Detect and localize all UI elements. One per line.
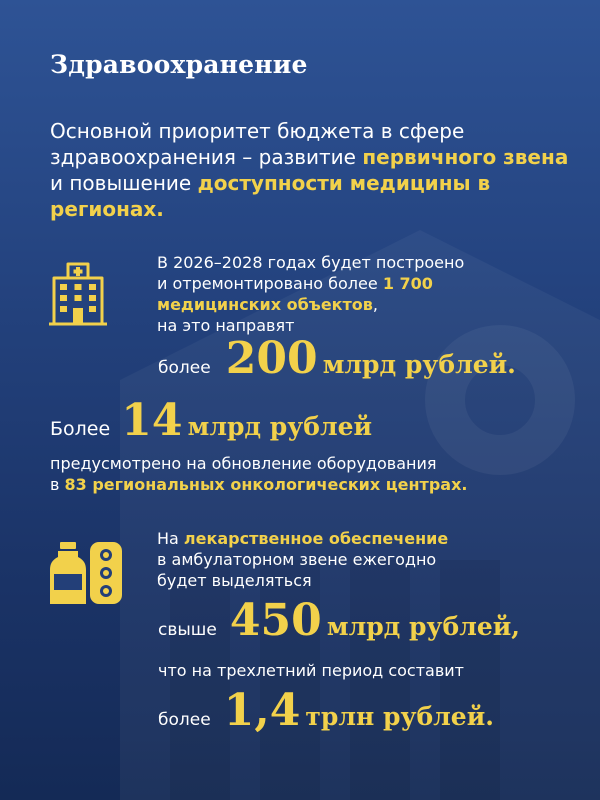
text-part: и отремонтировано более (157, 274, 383, 293)
text-line: в амбулаторном звене ежегодно (157, 550, 437, 569)
intro-text (50, 118, 570, 222)
text-line (50, 474, 467, 495)
intro-text-part: и повышение (50, 171, 198, 195)
intro-highlight-primary-care: первичного звена (362, 145, 569, 169)
amount-prefix: более (158, 358, 211, 378)
three-year-text (158, 660, 464, 681)
highlight-medicine-supply: лекарственное обеспечение (183, 529, 449, 548)
amount-prefix: Более (50, 418, 111, 440)
amount-450-line (158, 595, 520, 646)
text-part: , (372, 295, 379, 314)
amount-14-line (50, 395, 372, 446)
text-line: что на трехлетний период составит (158, 661, 464, 680)
amount-number: 1,4 (223, 685, 301, 736)
text-line (157, 294, 464, 315)
amount-number: 14 (121, 395, 183, 446)
page-title: Здравоохранение (50, 50, 308, 79)
hospital-icon (48, 262, 108, 328)
medicine-supply-text (157, 528, 448, 591)
amount-200-line (158, 333, 516, 384)
highlight-1700: 1 700 (382, 274, 433, 293)
medicine-icon (48, 540, 124, 606)
amount-unit: млрд рублей. (322, 350, 516, 379)
amount-1-4-line (158, 685, 494, 736)
amount-prefix: более (158, 710, 211, 730)
amount-prefix: свыше (158, 620, 217, 640)
highlight-medical-facilities: медицинских объектов (157, 295, 373, 314)
text-part: На (157, 529, 184, 548)
intro-highlight-access: доступности медицины в регионах. (50, 171, 491, 221)
text-line: предусмотрено на обновление оборудования (50, 454, 437, 473)
text-line: на это направят (157, 316, 295, 335)
text-line (157, 528, 448, 549)
oncology-text (50, 453, 467, 495)
text-line: В 2026–2028 годах будет построено (157, 253, 465, 272)
amount-unit: трлн рублей. (305, 702, 494, 731)
amount-unit: млрд рублей, (326, 612, 520, 641)
text-part: в (50, 475, 65, 494)
amount-unit: млрд рублей (187, 412, 373, 441)
text-line: будет выделяться (157, 571, 312, 590)
text-line (157, 273, 464, 294)
highlight-oncology-centers: 83 региональных онкологических центрах. (64, 475, 468, 494)
amount-number: 450 (229, 595, 322, 646)
construction-text (157, 252, 464, 336)
amount-number: 200 (225, 333, 318, 384)
intro-text-part: Основной приоритет бюджета в сфере здравоохранения – развитие (50, 119, 465, 169)
